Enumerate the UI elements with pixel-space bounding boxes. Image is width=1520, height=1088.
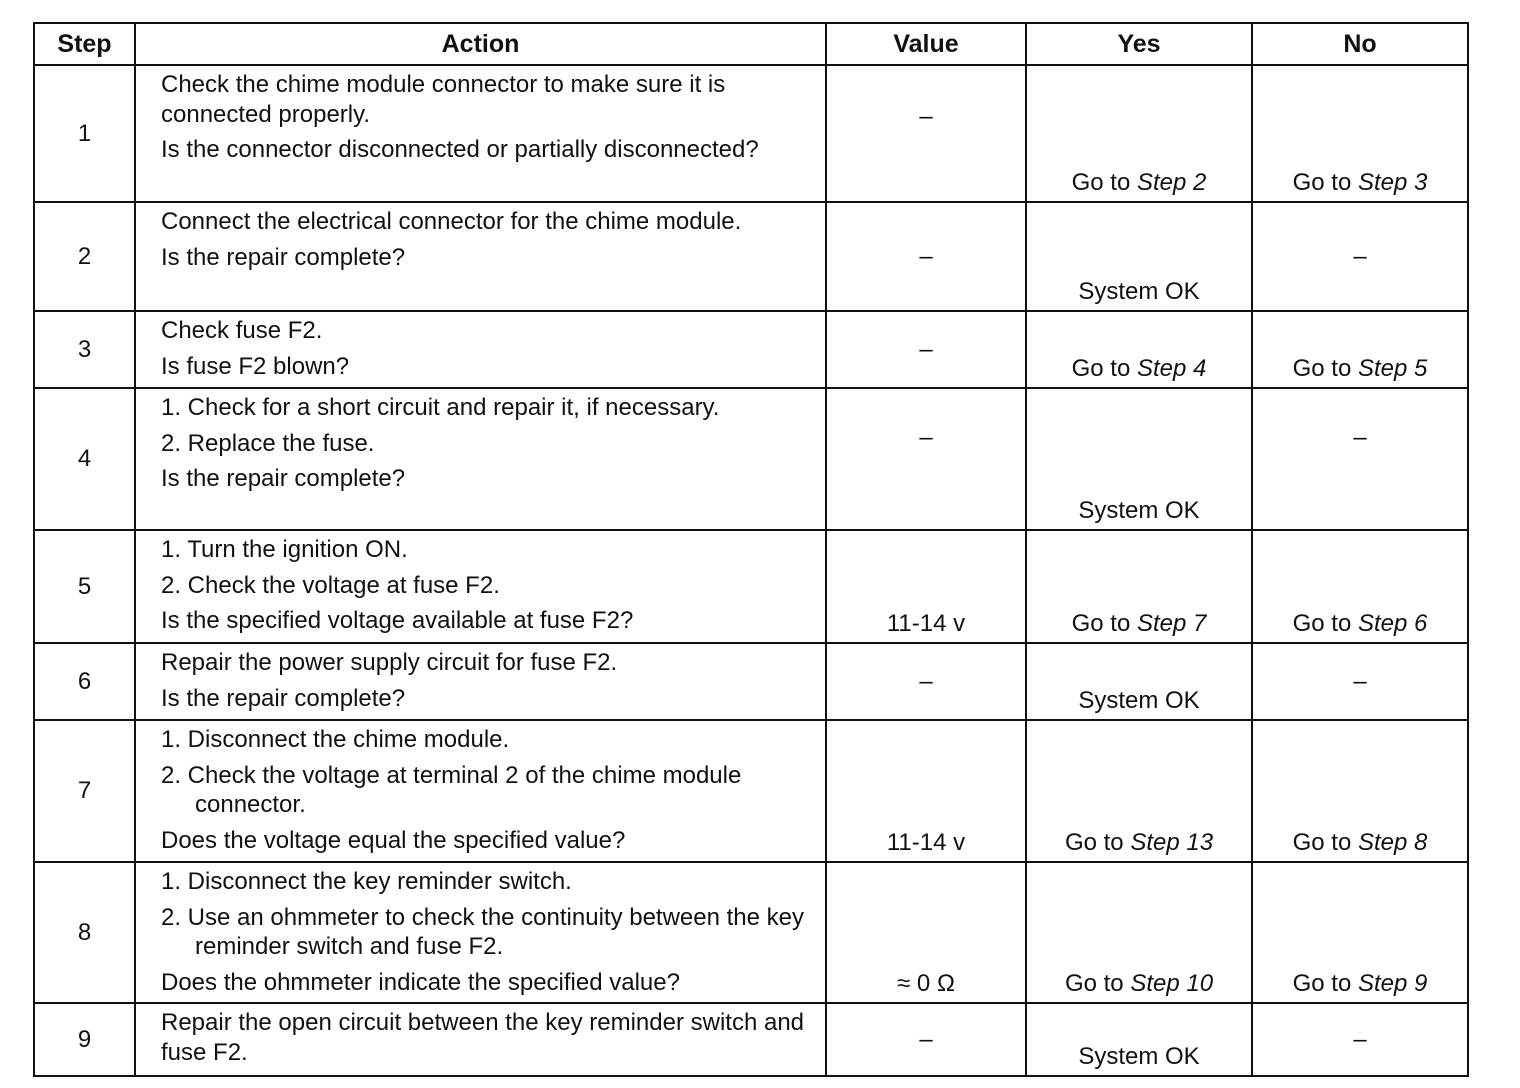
no-cell: –: [1252, 1003, 1468, 1076]
table-row: [34, 1003, 1468, 1076]
step-reference: Step 3: [1357, 168, 1428, 196]
table-row: [34, 311, 1468, 388]
header-action: Action: [135, 23, 826, 65]
action-cell: [135, 311, 826, 388]
header-row: [34, 23, 1468, 65]
step-number: 1: [34, 65, 135, 202]
step-number: 3: [34, 311, 135, 388]
action-question: Is the repair complete?: [161, 684, 406, 712]
action-item: 1. Check for a short circuit and repair it, if necessary.: [161, 394, 720, 421]
go-to-label: Go to: [1292, 168, 1352, 196]
header-no: No: [1252, 23, 1468, 65]
value-cell: –: [826, 388, 1026, 530]
yes-cell: System OK: [1026, 202, 1252, 311]
value-cell: ≈ 0 Ω: [826, 862, 1026, 1003]
no-cell: –: [1252, 202, 1468, 311]
yes-cell: [1026, 530, 1252, 643]
value-cell: –: [826, 1003, 1026, 1076]
go-to-label: Go to: [1292, 969, 1352, 997]
table-row: [34, 862, 1468, 1003]
value-cell: –: [826, 643, 1026, 720]
no-cell: [1252, 862, 1468, 1003]
yes-cell: [1026, 862, 1252, 1003]
action-cell: [135, 65, 826, 202]
header-yes: Yes: [1026, 23, 1252, 65]
step-number: 2: [34, 202, 135, 311]
go-to-label: Go to: [1292, 354, 1352, 382]
yes-cell: [1026, 311, 1252, 388]
step-number: 4: [34, 388, 135, 530]
no-cell: [1252, 65, 1468, 202]
step-number: 7: [34, 720, 135, 862]
value-cell: 11-14 v: [826, 720, 1026, 862]
go-to-label: Go to: [1064, 969, 1124, 997]
action-cell: [135, 720, 826, 862]
go-to-label: Go to: [1071, 354, 1131, 382]
action-item: 2. Use an ohmmeter to check the continuity between the key reminder switch and fuse F2.: [161, 903, 805, 960]
no-cell: –: [1252, 643, 1468, 720]
action-cell: [135, 388, 826, 530]
step-number: 6: [34, 643, 135, 720]
no-cell: [1252, 311, 1468, 388]
yes-cell: System OK: [1026, 643, 1252, 720]
table-row: [34, 65, 1468, 202]
step-reference: Step 4: [1136, 354, 1207, 382]
action-item: 1. Turn the ignition ON.: [161, 536, 408, 563]
yes-cell: [1026, 720, 1252, 862]
action-question: Is the repair complete?: [161, 243, 406, 271]
diagnostic-table: [33, 22, 1469, 1077]
step-reference: Step 5: [1357, 354, 1428, 382]
step-reference: Step 8: [1357, 828, 1428, 856]
table-row: [34, 643, 1468, 720]
action-cell: [135, 202, 826, 311]
action-question: Is fuse F2 blown?: [161, 352, 350, 380]
action-item: 1. Disconnect the chime module.: [161, 726, 510, 753]
value-cell: –: [826, 65, 1026, 202]
action-item: 2. Check the voltage at terminal 2 of the chime module connector.: [161, 761, 742, 818]
action-question: Does the ohmmeter indicate the specified value?: [161, 968, 680, 996]
action-question: Is the specified voltage available at fuse F2?: [161, 607, 634, 634]
go-to-label: Go to: [1292, 609, 1352, 637]
header-value: Value: [826, 23, 1026, 65]
table-row: [34, 530, 1468, 643]
value-cell: –: [826, 202, 1026, 311]
yes-cell: System OK: [1026, 388, 1252, 530]
step-number: 5: [34, 530, 135, 643]
action-item: 2. Check the voltage at fuse F2.: [161, 571, 500, 599]
step-reference: Step 6: [1357, 609, 1428, 637]
yes-cell: [1026, 65, 1252, 202]
action-text: Check fuse F2.: [161, 317, 323, 344]
action-question: Is the connector disconnected or partially disconnected?: [161, 136, 759, 163]
action-cell: [135, 530, 826, 643]
action-text: Check the chime module connector to make sure it is connected properly.: [161, 71, 726, 128]
step-reference: Step 9: [1357, 969, 1428, 997]
step-number: 8: [34, 862, 135, 1003]
step-reference: Step 2: [1136, 168, 1207, 196]
table-row: [34, 388, 1468, 530]
action-cell: [135, 643, 826, 720]
yes-cell: System OK: [1026, 1003, 1252, 1076]
action-question: Does the voltage equal the specified value?: [161, 826, 626, 854]
action-text: Repair the power supply circuit for fuse F2.: [161, 649, 618, 676]
table-row: [34, 202, 1468, 311]
action-item: 2. Replace the fuse.: [161, 429, 375, 457]
no-cell: [1252, 530, 1468, 643]
action-cell: [135, 1003, 826, 1076]
go-to-label: Go to: [1071, 168, 1131, 196]
value-cell: 11-14 v: [826, 530, 1026, 643]
go-to-label: Go to: [1292, 828, 1352, 856]
table-row: [34, 720, 1468, 862]
value-cell: –: [826, 311, 1026, 388]
step-reference: Step 10: [1130, 969, 1214, 997]
header-step: Step: [34, 23, 135, 65]
action-text: Repair the open circuit between the key reminder switch and fuse F2.: [161, 1009, 805, 1066]
no-cell: [1252, 720, 1468, 862]
action-text: Connect the electrical connector for the chime module.: [161, 208, 742, 235]
go-to-label: Go to: [1071, 609, 1131, 637]
step-reference: Step 13: [1130, 828, 1214, 856]
action-cell: [135, 862, 826, 1003]
go-to-label: Go to: [1064, 828, 1124, 856]
action-question: Is the repair complete?: [161, 465, 406, 492]
action-item: 1. Disconnect the key reminder switch.: [161, 868, 572, 895]
no-cell: –: [1252, 388, 1468, 530]
step-reference: Step 7: [1136, 609, 1207, 637]
step-number: 9: [34, 1003, 135, 1076]
